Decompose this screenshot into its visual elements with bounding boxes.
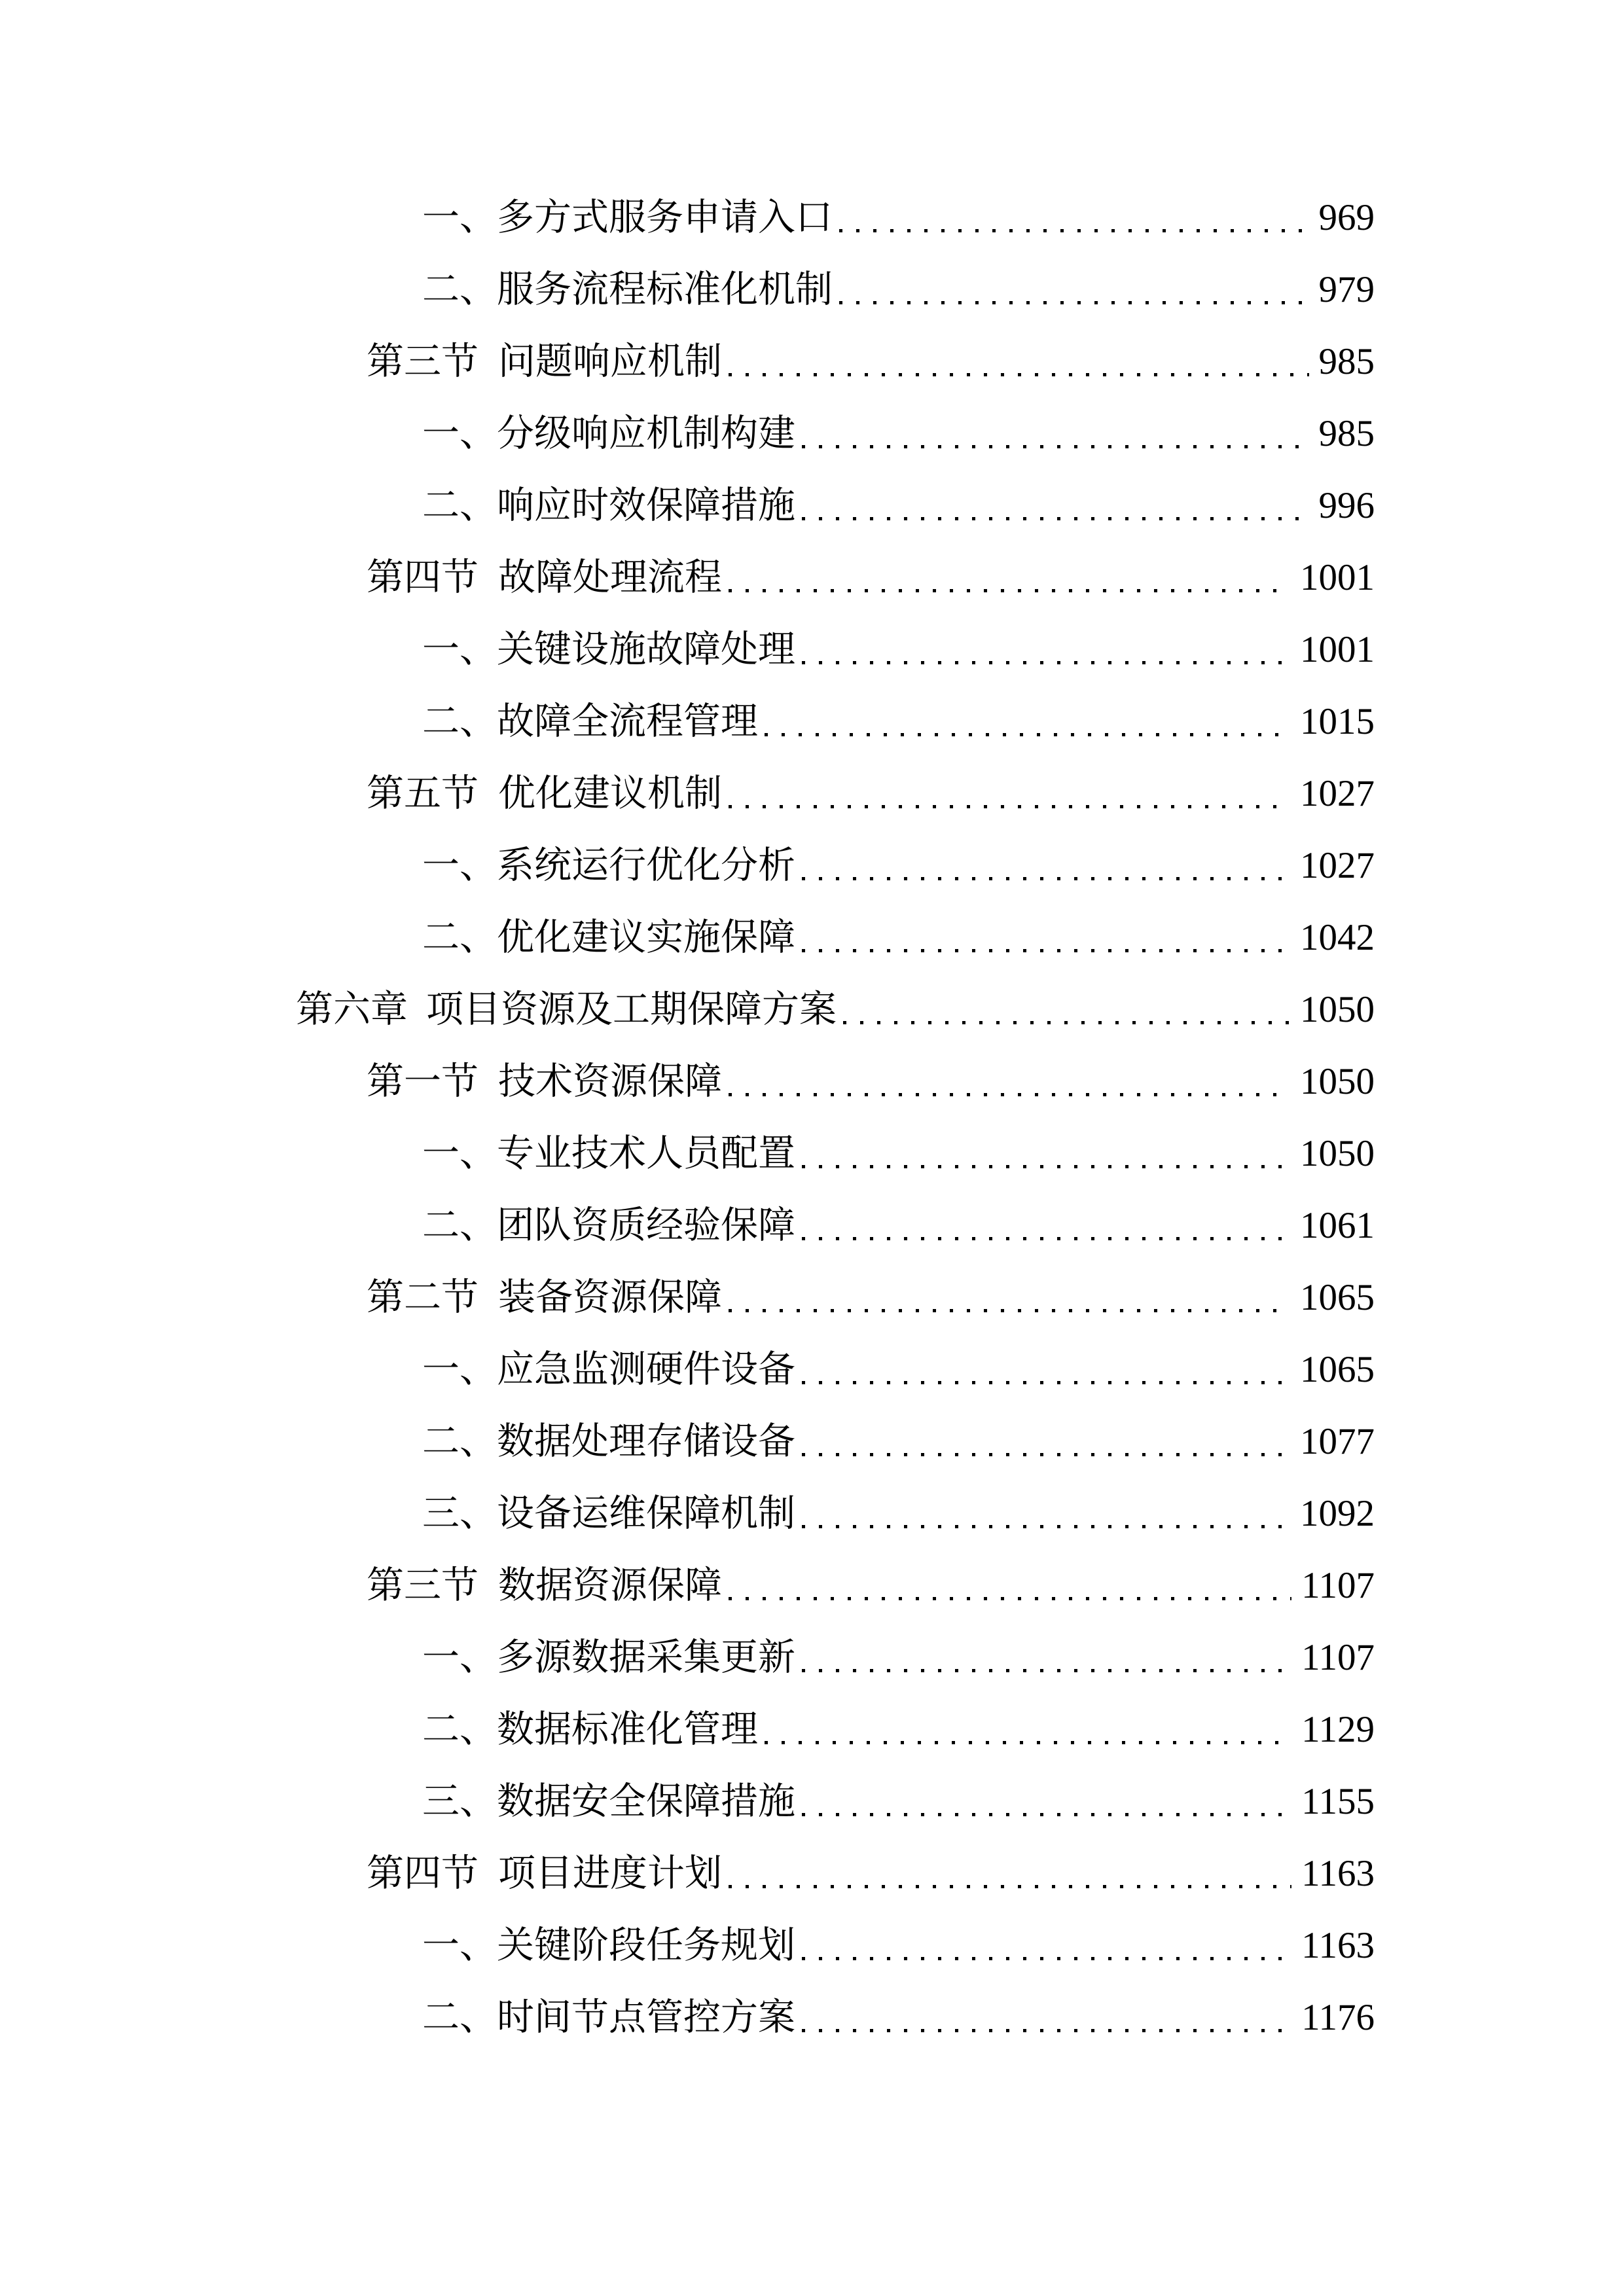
toc-entry-page: 979 [1318,269,1375,310]
toc-entry-title: 关键阶段任务规划 [497,1925,795,1966]
toc-entry[interactable] [0,1406,1375,1478]
toc-entry-page: 1107 [1301,1565,1375,1606]
toc-entry-page: 1163 [1301,1853,1375,1894]
dot-leader [729,326,1309,398]
dot-leader [802,1766,1291,1838]
toc-entry-label: 一、 [422,629,497,670]
toc-entry[interactable] [0,1478,1375,1550]
toc-entry-page: 1027 [1300,845,1375,886]
toc-entry-page: 969 [1318,197,1375,238]
toc-entry-page: 1015 [1300,701,1375,742]
toc-entry-title: 分级响应机制构建 [497,413,795,454]
toc-entry-title: 服务流程标准化机制 [497,269,833,310]
dot-leader [729,1838,1291,1910]
toc-list [0,182,1624,2054]
toc-entry-label: 第三节 [367,341,478,382]
dot-leader [843,974,1290,1046]
dot-leader [729,542,1290,614]
toc-entry-label: 第四节 [367,557,478,598]
dot-leader [839,254,1309,326]
toc-entry-label: 一、 [422,845,497,886]
toc-entry-label: 第三节 [367,1565,478,1606]
toc-entry-page: 1163 [1301,1925,1375,1966]
toc-entry-title: 应急监测硬件设备 [497,1349,795,1390]
dot-leader [802,1190,1290,1262]
dot-leader [802,470,1309,542]
toc-entry-title: 时间节点管控方案 [497,1997,795,2038]
toc-entry[interactable] [0,1622,1375,1694]
toc-entry[interactable] [0,470,1375,542]
toc-entry-title: 专业技术人员配置 [497,1133,795,1174]
toc-entry-title: 多源数据采集更新 [497,1637,795,1678]
dot-leader [765,686,1290,758]
toc-entry[interactable] [0,542,1375,614]
toc-entry-page: 1001 [1300,557,1375,598]
toc-entry[interactable] [0,1910,1375,1982]
toc-entry-title: 装备资源保障 [498,1277,722,1318]
dot-leader [802,1406,1290,1478]
toc-entry-label: 第六章 [296,989,408,1030]
toc-entry-title: 数据标准化管理 [497,1709,758,1750]
toc-entry-page: 1092 [1300,1493,1375,1534]
dot-leader [839,182,1309,254]
dot-leader [765,1694,1291,1766]
toc-entry[interactable] [0,1118,1375,1190]
toc-entry-label: 二、 [422,1997,497,2038]
toc-entry-label: 一、 [422,1925,497,1966]
toc-entry-label: 二、 [422,269,497,310]
toc-entry-label: 二、 [422,917,497,958]
toc-entry-label: 一、 [422,1637,497,1678]
toc-entry-title: 项目进度计划 [498,1853,722,1894]
dot-leader [729,1262,1290,1334]
toc-entry[interactable] [0,614,1375,686]
toc-entry-page: 1061 [1300,1205,1375,1246]
toc-entry-page: 1065 [1300,1277,1375,1318]
toc-entry-label: 第四节 [367,1853,478,1894]
toc-entry-label: 二、 [422,1709,497,1750]
toc-entry-page: 1042 [1300,917,1375,958]
toc-entry[interactable] [0,1190,1375,1262]
toc-entry-title: 设备运维保障机制 [497,1493,795,1534]
toc-entry-label: 二、 [422,1205,497,1246]
toc-entry[interactable] [0,1838,1375,1910]
toc-entry-page: 1050 [1300,1133,1375,1174]
toc-entry[interactable] [0,254,1375,326]
toc-entry[interactable] [0,1262,1375,1334]
toc-entry[interactable] [0,398,1375,470]
toc-entry-page: 1129 [1301,1709,1375,1750]
toc-entry-title: 关键设施故障处理 [497,629,795,670]
toc-entry-title: 项目资源及工期保障方案 [426,989,837,1030]
dot-leader [802,398,1309,470]
toc-entry-page: 985 [1318,341,1375,382]
toc-entry-title: 系统运行优化分析 [497,845,795,886]
toc-entry[interactable] [0,830,1375,902]
toc-entry-page: 1065 [1300,1349,1375,1390]
toc-entry-page: 1155 [1301,1781,1375,1822]
toc-entry[interactable] [0,1766,1375,1838]
toc-entry-label: 二、 [422,1421,497,1462]
toc-entry-page: 1050 [1300,989,1375,1030]
dot-leader [802,614,1290,686]
dot-leader [729,758,1290,830]
toc-entry-label: 一、 [422,197,497,238]
dot-leader [802,902,1290,974]
toc-entry-page: 996 [1318,485,1375,526]
toc-entry-title: 响应时效保障措施 [497,485,795,526]
toc-entry[interactable] [0,758,1375,830]
toc-entry-label: 第五节 [367,773,478,814]
toc-entry-page: 1077 [1300,1421,1375,1462]
toc-entry-label: 二、 [422,701,497,742]
toc-entry-label: 三、 [422,1493,497,1534]
toc-entry-label: 一、 [422,1349,497,1390]
toc-entry-title: 问题响应机制 [498,341,722,382]
toc-entry[interactable] [0,1046,1375,1118]
toc-entry[interactable] [0,902,1375,974]
dot-leader [729,1550,1291,1622]
toc-entry[interactable] [0,974,1375,1046]
toc-entry-label: 第二节 [367,1277,478,1318]
dot-leader [802,1910,1291,1982]
dot-leader [802,830,1290,902]
dot-leader [802,1478,1290,1550]
toc-entry[interactable] [0,686,1375,758]
toc-entry[interactable] [0,1694,1375,1766]
toc-entry[interactable] [0,1982,1375,2054]
toc-entry-title: 团队资质经验保障 [497,1205,795,1246]
toc-entry-label: 三、 [422,1781,497,1822]
toc-entry-title: 数据处理存储设备 [497,1421,795,1462]
toc-entry-title: 技术资源保障 [498,1061,722,1102]
toc-entry-page: 1176 [1301,1997,1375,2038]
toc-entry-label: 一、 [422,1133,497,1174]
toc-entry-label: 第一节 [367,1061,478,1102]
toc-entry-label: 二、 [422,485,497,526]
dot-leader [802,1118,1290,1190]
toc-entry-page: 1107 [1301,1637,1375,1678]
dot-leader [802,1622,1291,1694]
toc-entry-title: 数据资源保障 [498,1565,722,1606]
dot-leader [802,1982,1291,2054]
toc-entry-page: 1050 [1300,1061,1375,1102]
dot-leader [802,1334,1290,1406]
toc-entry[interactable] [0,1334,1375,1406]
toc-entry-title: 故障处理流程 [498,557,722,598]
toc-entry[interactable] [0,326,1375,398]
toc-entry-page: 1027 [1300,773,1375,814]
toc-entry[interactable] [0,1550,1375,1622]
toc-entry-title: 多方式服务申请入口 [497,197,833,238]
toc-entry-title: 优化建议机制 [498,773,722,814]
toc-entry-page: 1001 [1300,629,1375,670]
toc-entry[interactable] [0,182,1375,254]
toc-entry-title: 数据安全保障措施 [497,1781,795,1822]
toc-entry-label: 一、 [422,413,497,454]
dot-leader [729,1046,1290,1118]
toc-entry-title: 故障全流程管理 [497,701,758,742]
toc-entry-page: 985 [1318,413,1375,454]
toc-entry-title: 优化建议实施保障 [497,917,795,958]
